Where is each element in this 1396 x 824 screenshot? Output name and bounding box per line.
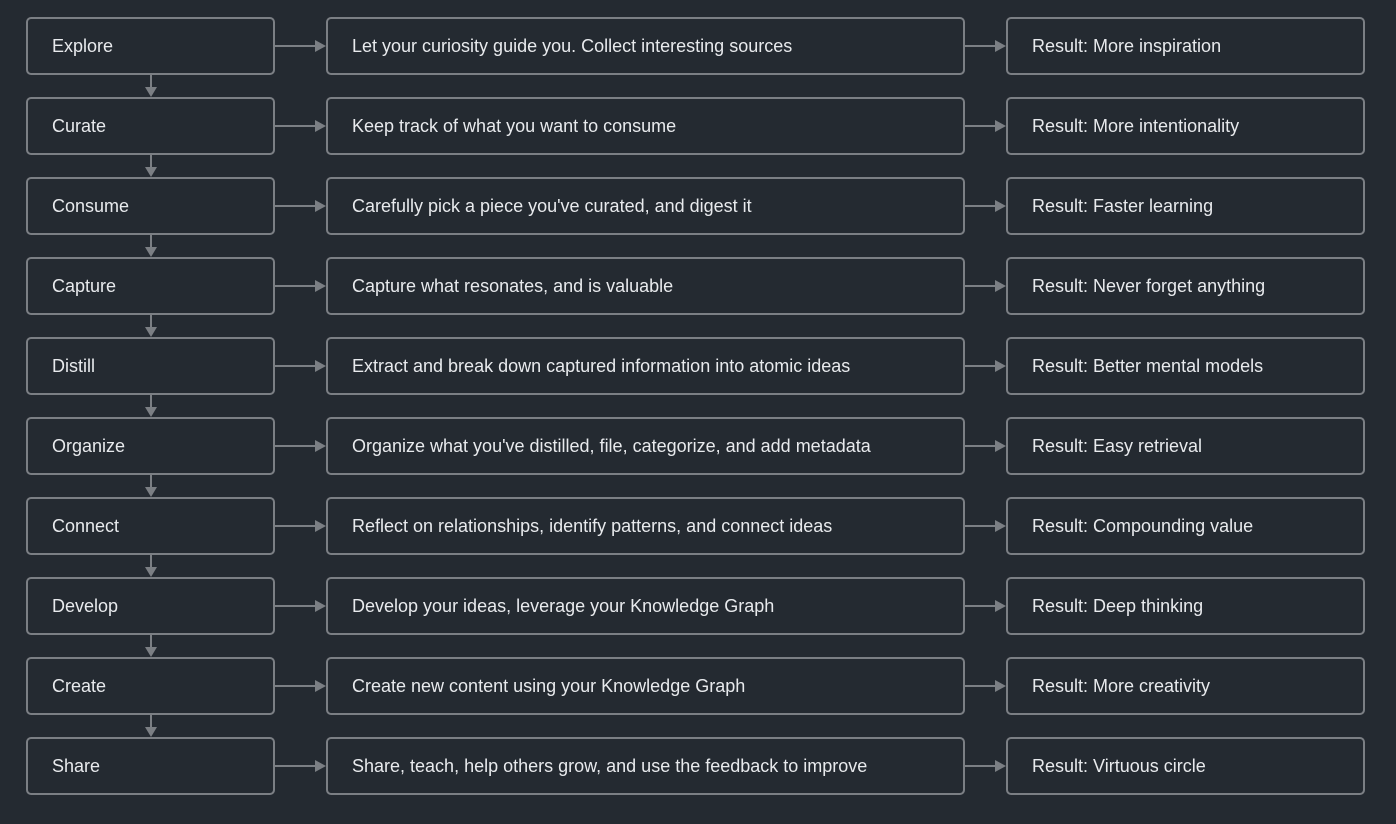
result-node: Result: Virtuous circle <box>1006 737 1365 795</box>
next-step-arrow <box>145 75 157 97</box>
next-step-arrow <box>145 475 157 497</box>
result-node: Result: Easy retrieval <box>1006 417 1365 475</box>
description-node: Carefully pick a piece you've curated, and digest it <box>326 177 965 235</box>
step-to-description-arrow <box>275 600 326 612</box>
result-node: Result: Better mental models <box>1006 337 1365 395</box>
description-node: Keep track of what you want to consume <box>326 97 965 155</box>
result-node: Result: Never forget anything <box>1006 257 1365 315</box>
description-node: Create new content using your Knowledge Graph <box>326 657 965 715</box>
step-node: Curate <box>26 97 275 155</box>
next-step-arrow <box>145 715 157 737</box>
next-step-arrow <box>145 395 157 417</box>
description-to-result-arrow <box>965 120 1006 132</box>
next-step-arrow <box>145 555 157 577</box>
description-node: Develop your ideas, leverage your Knowledge Graph <box>326 577 965 635</box>
description-to-result-arrow <box>965 600 1006 612</box>
step-node: Organize <box>26 417 275 475</box>
next-step-arrow <box>145 315 157 337</box>
next-step-arrow <box>145 155 157 177</box>
step-to-description-arrow <box>275 440 326 452</box>
description-node: Share, teach, help others grow, and use the feedback to improve <box>326 737 965 795</box>
result-node: Result: Compounding value <box>1006 497 1365 555</box>
description-to-result-arrow <box>965 360 1006 372</box>
step-node: Develop <box>26 577 275 635</box>
step-node: Connect <box>26 497 275 555</box>
description-node: Organize what you've distilled, file, categorize, and add metadata <box>326 417 965 475</box>
description-node: Reflect on relationships, identify patterns, and connect ideas <box>326 497 965 555</box>
next-step-arrow <box>145 235 157 257</box>
description-to-result-arrow <box>965 520 1006 532</box>
result-node: Result: More intentionality <box>1006 97 1365 155</box>
step-node: Explore <box>26 17 275 75</box>
step-to-description-arrow <box>275 360 326 372</box>
step-to-description-arrow <box>275 760 326 772</box>
description-to-result-arrow <box>965 440 1006 452</box>
step-to-description-arrow <box>275 200 326 212</box>
step-node: Create <box>26 657 275 715</box>
description-to-result-arrow <box>965 40 1006 52</box>
result-node: Result: More inspiration <box>1006 17 1365 75</box>
description-to-result-arrow <box>965 200 1006 212</box>
step-to-description-arrow <box>275 520 326 532</box>
step-node: Consume <box>26 177 275 235</box>
step-to-description-arrow <box>275 40 326 52</box>
step-node: Capture <box>26 257 275 315</box>
description-to-result-arrow <box>965 680 1006 692</box>
next-step-arrow <box>145 635 157 657</box>
result-node: Result: Deep thinking <box>1006 577 1365 635</box>
description-node: Let your curiosity guide you. Collect interesting sources <box>326 17 965 75</box>
description-node: Capture what resonates, and is valuable <box>326 257 965 315</box>
step-node: Share <box>26 737 275 795</box>
step-node: Distill <box>26 337 275 395</box>
description-node: Extract and break down captured information into atomic ideas <box>326 337 965 395</box>
step-to-description-arrow <box>275 120 326 132</box>
result-node: Result: More creativity <box>1006 657 1365 715</box>
step-to-description-arrow <box>275 280 326 292</box>
description-to-result-arrow <box>965 760 1006 772</box>
description-to-result-arrow <box>965 280 1006 292</box>
step-to-description-arrow <box>275 680 326 692</box>
result-node: Result: Faster learning <box>1006 177 1365 235</box>
